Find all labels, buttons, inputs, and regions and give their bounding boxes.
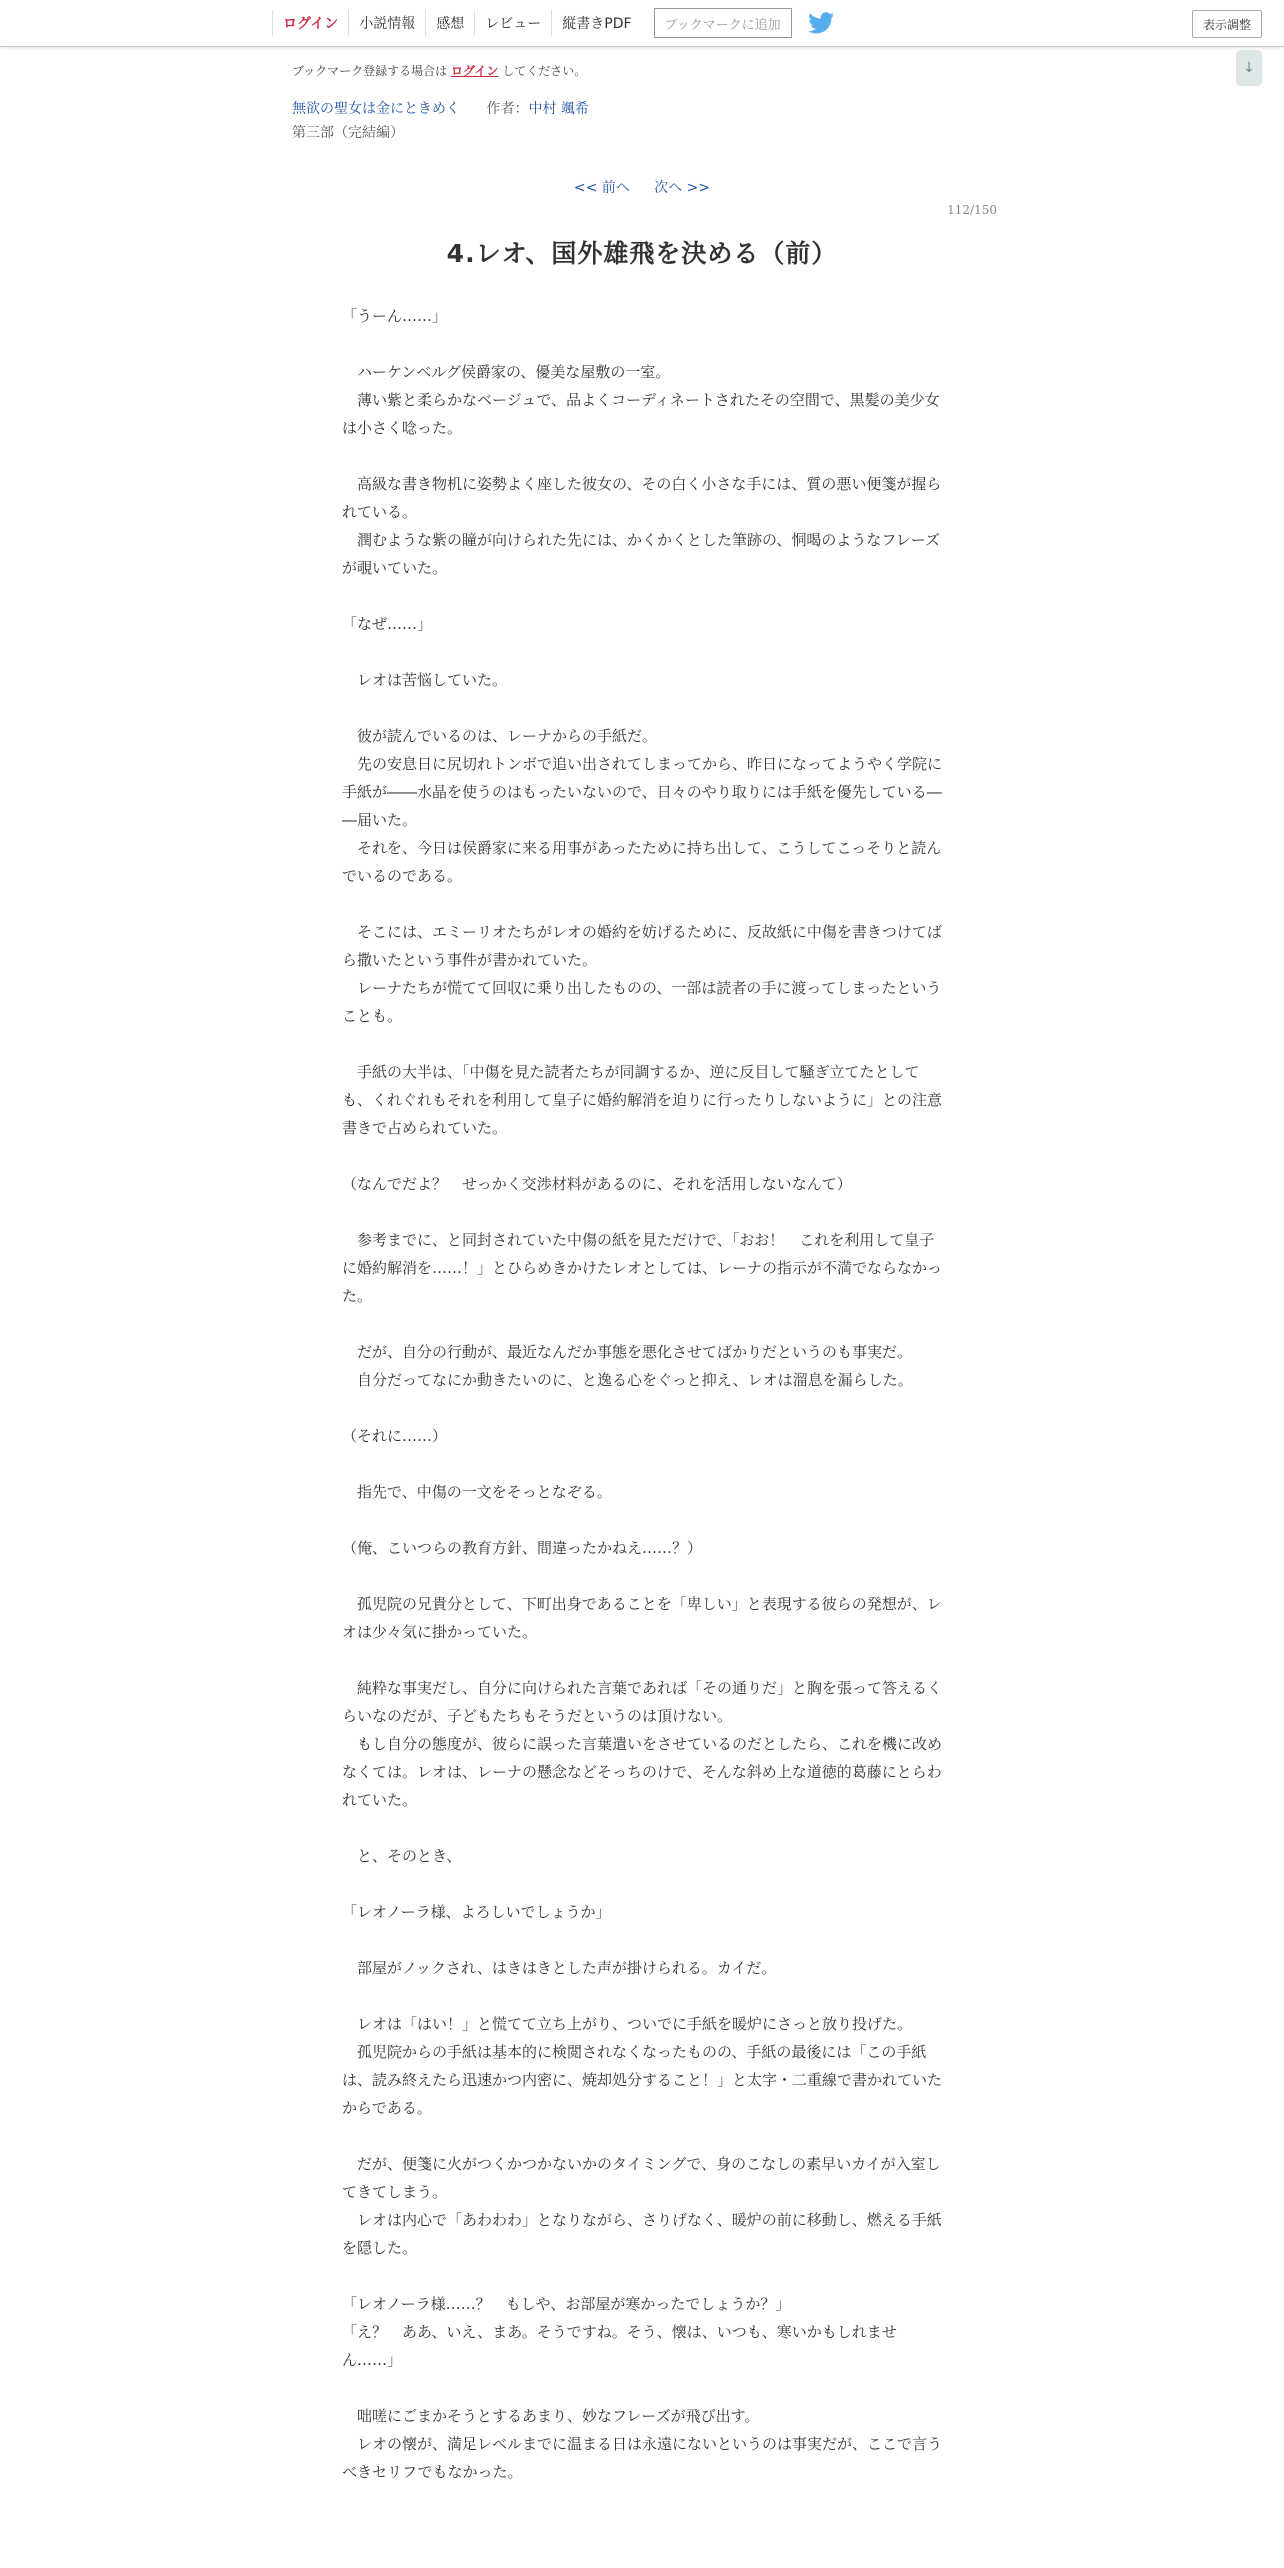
top-navigation-bar <box>0 0 1284 47</box>
body-paragraph: 孤児院からの手紙は基本的に検閲されなくなったものの、手紙の最後には「この手紙は、読み終えたら迅速かつ内密に、焼却処分すること！」と太字・二重線で書かれていたからである。 <box>342 2043 943 2117</box>
body-paragraph: 高級な書き物机に姿勢よく座した彼女の、その白く小さな手には、質の悪い便箋が握られている。 <box>342 475 942 521</box>
episode-title: 4.レオ、国外雄飛を決める（前） <box>446 239 838 268</box>
body-paragraph: レオの懐が、満足レベルまでに温まる日は永遠にないというのは事実だが、ここで言うべきセリフでもなかった。 <box>342 2435 943 2481</box>
prev-episode-link[interactable]: << 前へ <box>573 180 630 196</box>
author-name-link[interactable]: 中村 颯希 <box>528 101 589 117</box>
blank-line <box>342 1142 942 1170</box>
blank-line <box>342 1646 942 1674</box>
body-paragraph: そこには、エミーリオたちがレオの婚約を妨げるために、反故紙に中傷を書きつけてばら撒いたという事件が書かれていた。 <box>342 923 942 969</box>
body-paragraph: 薄い紫と柔らかなベージュで、品よくコーディネートされたその空間で、黒髪の美少女は小さく唸った。 <box>342 391 940 437</box>
page-number: 112/150 <box>947 203 997 217</box>
nav-review[interactable]: レビュー <box>474 10 551 36</box>
twitter-bird-icon[interactable] <box>808 12 834 34</box>
blank-line <box>342 694 942 722</box>
body-paragraph: 「うーん……」 <box>342 307 448 325</box>
nav-menu <box>272 0 834 46</box>
body-paragraph: 彼が読んでいるのは、レーナからの手紙だ。 <box>342 727 658 745</box>
body-paragraph: レオは内心で「あわわわ」となりながら、さりげなく、暖炉の前に移動し、燃える手紙を隠した。 <box>342 2211 942 2257</box>
body-paragraph: だが、自分の行動が、最近なんだか事態を悪化させてばかりだというのも事実だ。 <box>342 1343 913 1361</box>
bookmark-login-link[interactable]: ログイン <box>451 64 499 78</box>
body-paragraph: 部屋がノックされ、はきはきとした声が掛けられる。カイだ。 <box>342 1959 777 1977</box>
blank-line <box>342 330 942 358</box>
blank-line <box>342 1394 942 1422</box>
body-paragraph: 咄嗟にごまかそうとするあまり、妙なフレーズが飛び出す。 <box>342 2407 760 2425</box>
blank-line <box>342 2374 942 2402</box>
blank-line <box>342 1562 942 1590</box>
nav-login[interactable]: ログイン <box>272 10 348 36</box>
body-paragraph: レオは苦悩していた。 <box>342 671 508 689</box>
body-paragraph: 純粋な事実だし、自分に向けられた言葉であれば「その通りだ」と胸を張って答えるくらいなのだが、子どもたちもそうだというのは頂けない。 <box>342 1679 943 1725</box>
chapter-title: 第三部（完結編） <box>292 125 404 141</box>
body-paragraph: 「レオノーラ様……？ もしや、お部屋が寒かったでしょうか？」 <box>342 2295 791 2313</box>
body-paragraph: 潤むような紫の瞳が向けられた先には、かくかくとした筆跡の、恫喝のようなフレーズが覗いていた。 <box>342 531 941 577</box>
body-paragraph: 「レオノーラ様、よろしいでしょうか」 <box>342 1903 611 1921</box>
next-episode-link[interactable]: 次へ >> <box>654 180 711 196</box>
nav-novel-info[interactable]: 小説情報 <box>348 10 425 36</box>
blank-line <box>342 1450 942 1478</box>
blank-line <box>342 638 942 666</box>
blank-line <box>342 1506 942 1534</box>
bookmark-login-note <box>292 62 586 79</box>
body-paragraph: 「え？ ああ、いえ、まあ。そうですね。そう、懐は、いつも、寒いかもしれません……」 <box>342 2323 897 2369</box>
body-paragraph: （俺、こいつらの教育方針、間違ったかねえ……？） <box>342 1539 703 1557</box>
body-paragraph: もし自分の態度が、彼らに誤った言葉遣いをさせているのだとしたら、これを機に改めなくては。レオは、レーナの懸念などそっちのけで、そんな斜め上な道徳的葛藤にとらわれていた。 <box>342 1735 943 1809</box>
body-paragraph: それを、今日は侯爵家に来る用事があったために持ち出して、こうしてこっそりと読んでいるのである。 <box>342 839 942 885</box>
blank-line <box>342 1814 942 1842</box>
body-paragraph: 参考までに、と同封されていた中傷の紙を見ただけで、「おお！ これを利用して皇子に婚約解消を……！」とひらめきかけたレオとしては、レーナの指示が不満でならなかった。 <box>342 1231 943 1305</box>
blank-line <box>342 442 942 470</box>
blank-line <box>342 1870 942 1898</box>
blank-line <box>342 890 942 918</box>
body-paragraph: 自分だってなにか動きたいのに、と逸る心をぐっと抑え、レオは溜息を漏らした。 <box>342 1371 913 1389</box>
body-paragraph: レーナたちが慌てて回収に乗り出したものの、一部は読者の手に渡ってしまったということも。 <box>342 979 942 1025</box>
episode-pager <box>0 177 1284 197</box>
blank-line <box>342 1926 942 1954</box>
body-paragraph: だが、便箋に火がつくかつかないかのタイミングで、身のこなしの素早いカイが入室してきてしまう。 <box>342 2155 941 2201</box>
body-paragraph: ハーケンベルグ侯爵家の、優美な屋敷の一室。 <box>342 363 671 381</box>
bookmark-note-suffix: してください。 <box>502 64 587 78</box>
blank-line <box>342 1982 942 2010</box>
author-label: 作者： <box>486 101 529 117</box>
display-settings-button[interactable]: 表示調整 <box>1192 10 1262 38</box>
body-paragraph: （なんでだよ？ せっかく交渉材料があるのに、それを活用しないなんて） <box>342 1175 852 1193</box>
body-paragraph: （それに……） <box>342 1427 448 1445</box>
blank-line <box>342 2122 942 2150</box>
nav-vertical-pdf[interactable]: 縦書きPDF <box>551 10 641 36</box>
blank-line <box>342 1310 942 1338</box>
body-paragraph: 孤児院の兄貴分として、下町出身であることを「卑しい」と表現する彼らの発想が、レオは少々気に掛かっていた。 <box>342 1595 942 1641</box>
novel-title-link[interactable]: 無欲の聖女は金にときめく <box>292 101 460 117</box>
add-bookmark-button[interactable]: ブックマークに追加 <box>654 8 792 38</box>
body-paragraph: 指先で、中傷の一文をそっとなぞる。 <box>342 1483 612 1501</box>
body-paragraph: と、そのとき、 <box>342 1847 462 1865</box>
blank-line <box>342 2262 942 2290</box>
novel-body-text <box>342 302 942 2486</box>
blank-line <box>342 1198 942 1226</box>
body-paragraph: 手紙の大半は、「中傷を見た読者たちが同調するか、逆に反目して騒ぎ立てたとしても、くれぐれもそれを利用して皇子に婚約解消を迫りに行ったりしないように」との注意書きで占められていた。 <box>342 1063 943 1137</box>
scroll-down-arrow-icon[interactable]: ↓ <box>1236 50 1262 86</box>
nav-impressions[interactable]: 感想 <box>425 10 474 36</box>
body-paragraph: 先の安息日に尻切れトンボで追い出されてしまってから、昨日になってようやく学院に手紙が――水晶を使うのはもったいないので、日々のやり取りには手紙を優先している――届いた。 <box>342 755 943 829</box>
blank-line <box>342 582 942 610</box>
body-paragraph: 「なぜ……」 <box>342 615 433 633</box>
bookmark-note-prefix: ブックマーク登録する場合は <box>292 64 448 78</box>
body-paragraph: レオは「はい！」と慌てて立ち上がり、ついでに手紙を暖炉にさっと放り投げた。 <box>342 2015 913 2033</box>
blank-line <box>342 1030 942 1058</box>
novel-info-line <box>292 98 589 118</box>
